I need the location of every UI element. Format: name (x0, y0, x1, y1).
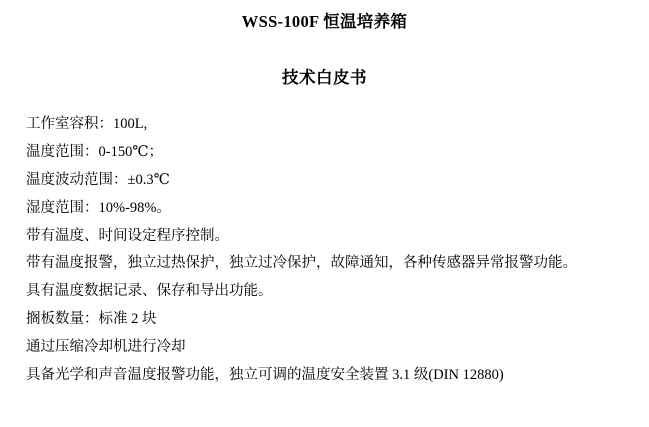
spec-line: 工作室容积：100L, (26, 116, 148, 132)
spec-line: 具有温度数据记录、保存和导出功能。 (26, 283, 273, 299)
spec-line: 温度范围：0-150℃； (26, 144, 164, 160)
spec-line: 搁板数量：标准 2 块 (26, 311, 157, 327)
spec-line: 具备光学和声音温度报警功能，独立可调的温度安全装置 3.1 级(DIN 12880) (26, 367, 504, 383)
spec-line: 温度波动范围：±0.3℃ (26, 172, 170, 188)
document-title: WSS-100F 恒温培养箱 (241, 12, 408, 31)
spec-line: 通过压缩冷却机进行冷却 (26, 339, 186, 355)
spec-line: 湿度范围：10%-98%。 (26, 200, 171, 216)
spec-line: 带有温度报警，独立过热保护，独立过冷保护，故障通知，各种传感器异常报警功能。 (26, 255, 577, 271)
document-page (0, 8, 649, 427)
spec-line: 带有温度、时间设定程序控制。 (26, 228, 229, 244)
document-subtitle: 技术白皮书 (282, 68, 367, 87)
spec-list (0, 110, 649, 389)
